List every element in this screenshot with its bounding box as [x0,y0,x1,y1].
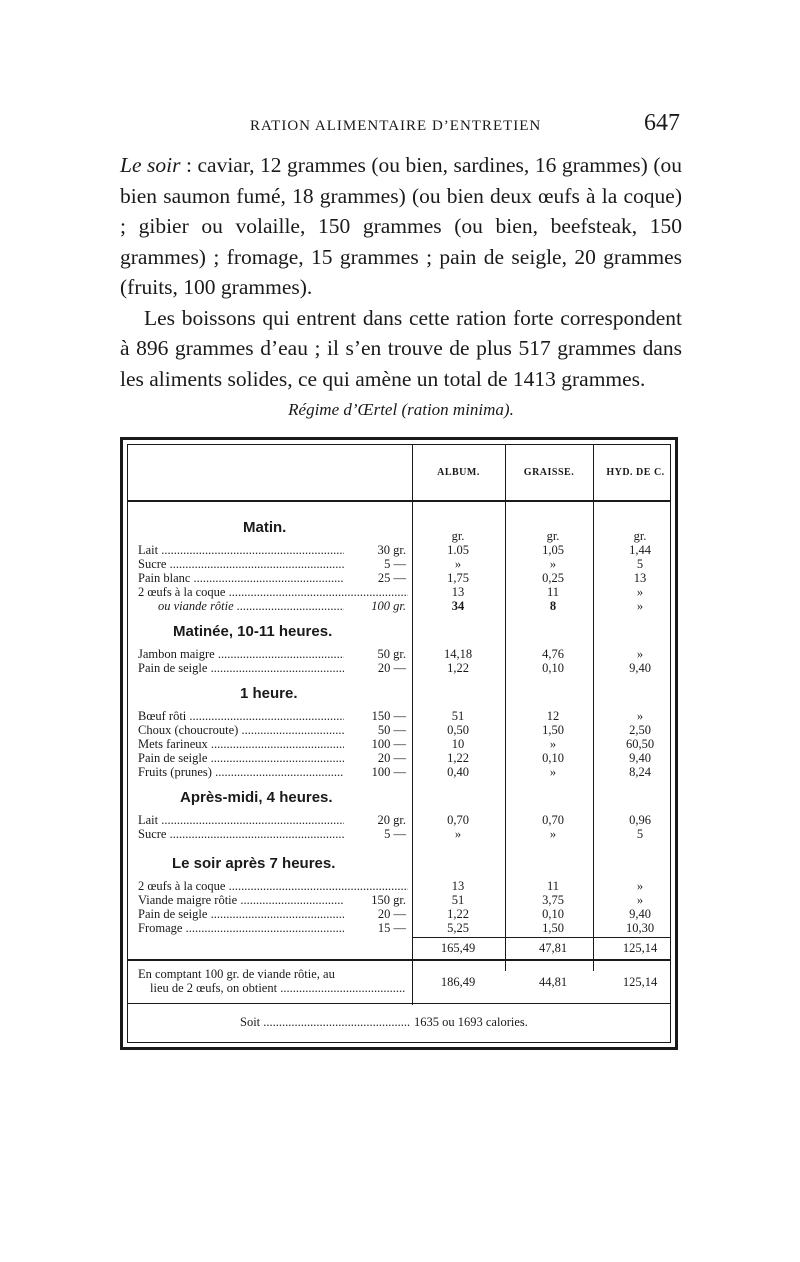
food-label: Pain de seigle ..... [138,661,344,675]
album-value: 51 [451,709,465,723]
album-value: 10 [451,737,465,751]
hyd-value: 0,96 [629,813,651,827]
running-header [120,110,680,140]
graisse-value: 8 [549,599,557,613]
graisse-value: 4,76 [542,647,564,661]
album-value: 0,40 [447,765,469,779]
quantity: 30 gr. [377,543,406,557]
quantity: 100 — [371,737,406,751]
quantity: 5 — [384,827,406,841]
hyd-value: 10,30 [625,921,655,935]
food-label: 2 œufs à la coque ..... [138,879,408,893]
table-caption: Régime d’Œrtel (ration minima). [288,400,514,419]
food-label: Pain de seigle ..... [138,907,344,921]
food-label: Pain de seigle ..... [138,751,344,765]
food-label: Lait ..... [138,543,344,557]
hyd-value: » [636,879,644,893]
header-graisse: GRAISSE. [523,467,575,478]
hyd-value: 9,40 [629,661,651,675]
quantity: 15 — [377,921,406,935]
adjusted-album: 186,49 [440,975,476,989]
column-divider [505,445,506,971]
hyd-value: » [636,599,644,613]
album-value: 13 [451,879,465,893]
graisse-value: 0,70 [542,813,564,827]
graisse-value: 0,25 [542,571,564,585]
graisse-value: 1,50 [542,921,564,935]
page-number: 647 [644,110,680,136]
graisse-value: » [549,737,557,751]
hyd-value: 60,50 [625,737,655,751]
hyd-value: 1,44 [629,543,651,557]
adjusted-hyd: 125,14 [622,975,658,989]
unit-label: gr. [546,529,560,543]
unit-label: gr. [633,529,647,543]
hyd-value: 5 [636,557,644,571]
running-title: RATION ALIMENTAIRE D’ENTRETIEN [250,118,542,134]
graisse-value: » [549,765,557,779]
food-label: Choux (choucroute) ..... [138,723,344,737]
header-hyd: HYD. DE C. [606,467,665,478]
column-divider [593,445,594,971]
food-label: ou viande rôtie ..... [158,599,344,613]
body-text [120,150,682,394]
adjusted-label-1: En comptant 100 gr. de viande rôtie, au [138,967,335,981]
column-divider [412,445,413,1005]
soit-rule [128,1003,670,1004]
food-label: Lait ..... [138,813,344,827]
album-value: 5,25 [447,921,469,935]
graisse-value: 0,10 [542,907,564,921]
album-value: » [454,557,462,571]
paragraph-1-label: Le soir [120,153,181,177]
graisse-value: 1,50 [542,723,564,737]
graisse-value: 3,75 [542,893,564,907]
quantity: 100 — [371,765,406,779]
graisse-value: » [549,827,557,841]
graisse-value: 12 [546,709,560,723]
section-title: 1 heure. [240,685,298,702]
quantity: 25 — [377,571,406,585]
subtotal-rule [412,937,670,938]
hyd-value: 5 [636,827,644,841]
food-label: Mets farineux ..... [138,737,344,751]
subtotal-album: 165,49 [440,941,476,955]
album-value: 0,70 [447,813,469,827]
album-value: 1,22 [447,751,469,765]
subtotal-graisse: 47,81 [538,941,568,955]
quantity: 100 gr. [371,599,406,613]
album-value: 0,50 [447,723,469,737]
hyd-value: 9,40 [629,751,651,765]
section-title: Après-midi, 4 heures. [180,789,333,806]
album-value: » [454,827,462,841]
hyd-value: » [636,893,644,907]
adjusted-rule [128,959,670,961]
quantity: 50 — [377,723,406,737]
header-album: ALBUM. [437,467,480,478]
food-label: Jambon maigre ..... [138,647,344,661]
hyd-value: 8,24 [629,765,651,779]
food-label: Fromage ..... [138,921,344,935]
quantity: 50 gr. [377,647,406,661]
section-title: Matin. [243,519,287,536]
food-label: Fruits (prunes) ..... [138,765,344,779]
album-value: 1,22 [447,907,469,921]
soit-value: 1635 ou 1693 calories. [414,1015,528,1029]
diet-table [120,437,678,1050]
unit-label: gr. [451,529,465,543]
album-value: 1.05 [447,543,469,557]
food-label: Sucre ..... [138,557,344,571]
graisse-value: » [549,557,557,571]
adjusted-label-2: lieu de 2 œufs, on obtient ..... [150,981,406,995]
graisse-value: 11 [546,585,560,599]
graisse-value: 0,10 [542,751,564,765]
album-value: 1,22 [447,661,469,675]
subtotal-hyd: 125,14 [622,941,658,955]
adjusted-graisse: 44,81 [538,975,568,989]
album-value: 1,75 [447,571,469,585]
album-value: 51 [451,893,465,907]
quantity: 20 — [377,661,406,675]
section-title: Matinée, 10-11 heures. [173,623,333,640]
hyd-value: » [636,585,644,599]
header-rule [128,500,670,502]
hyd-value: 13 [633,571,647,585]
graisse-value: 11 [546,879,560,893]
food-label: Bœuf rôti ..... [138,709,344,723]
paragraph-1 [120,150,682,303]
album-value: 14,18 [443,647,473,661]
quantity: 20 — [377,907,406,921]
food-label: Viande maigre rôtie ..... [138,893,344,907]
quantity: 150 gr. [371,893,406,907]
quantity: 150 — [371,709,406,723]
food-label: Sucre ..... [138,827,344,841]
hyd-value: » [636,709,644,723]
quantity: 20 — [377,751,406,765]
album-value: 13 [451,585,465,599]
hyd-value: 2,50 [629,723,651,737]
diet-table-inner [127,444,671,1043]
quantity: 5 — [384,557,406,571]
soit-label: Soit ..... [240,1015,410,1029]
paragraph-2: Les boissons qui entrent dans cette ration forte correspondent à 896 grammes d’eau ; il s’en trouve de plus 517 grammes dans les aliments solides, ce qui amène un total de 1413 grammes. [120,305,682,391]
hyd-value: 9,40 [629,907,651,921]
food-label: Pain blanc ..... [138,571,344,585]
section-title: Le soir après 7 heures. [172,855,336,872]
food-label: 2 œufs à la coque ..... [138,585,408,599]
graisse-value: 1,05 [542,543,564,557]
quantity: 20 gr. [377,813,406,827]
graisse-value: 0,10 [542,661,564,675]
hyd-value: » [636,647,644,661]
paragraph-1-text: : caviar, 12 grammes (ou bien, sardines, 16 grammes) (ou bien saumon fumé, 18 grammes) (ou bien deux œufs à la coque) ; gibier ou volaille, 150 grammes (ou bien, beefsteak, 150 grammes) ; fromage, 15 grammes ; pain de seigle, 20 grammes (fruits, 100 grammes). [120,153,682,299]
album-value: 34 [451,599,465,613]
